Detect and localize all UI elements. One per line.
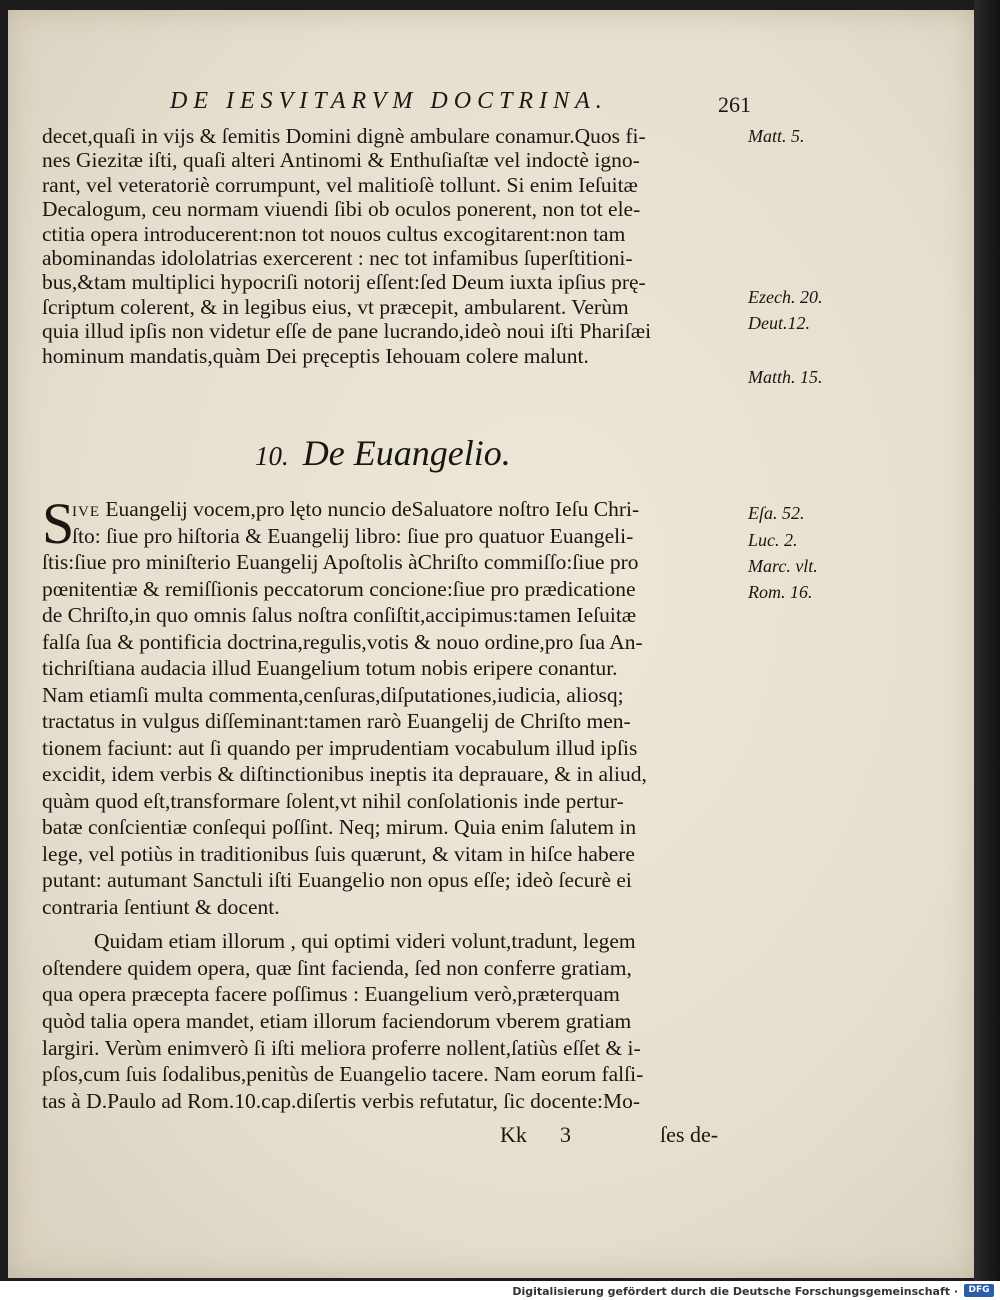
marginal-note: Eſa. 52. <box>748 503 805 523</box>
section-number: 10. <box>255 441 289 471</box>
scan-gutter <box>974 0 1000 1281</box>
dfg-logo: DFG <box>964 1284 994 1297</box>
marginal-note: Luc. 2. <box>748 530 798 550</box>
paragraph-last <box>42 928 742 1115</box>
text-line: nes Giezitæ iſti, quaſi alteri Antinomi & Enthuſiaſtæ vel indoctè igno- <box>42 148 640 173</box>
section-heading <box>255 432 511 474</box>
text-line: Decalogum, ceu normam viuendi ſibi ob oculos ponerent, non tot ele- <box>42 197 641 222</box>
text-line: oſtendere quidem opera, quæ ſint facienda, ſed non conferre gratiam, <box>42 955 632 980</box>
marginal-note: Marc. vlt. <box>748 556 818 576</box>
text-line: quia illud ipſis non videtur eſſe de pane lucrando,ideò noui iſti Phariſæi <box>42 319 652 344</box>
text-line: excidit, idem verbis & diſtinctionibus ineptis ita deprauare, & in aliud, <box>42 762 647 786</box>
catchword: ſes de- <box>660 1122 719 1147</box>
text-line: qua opera præcepta facere poſſimus : Euangelium verò,præterquam <box>42 982 620 1007</box>
text-line: ctitia opera introducerent:non tot nouos cultus excogitarent:non tam <box>42 221 626 246</box>
text-line: lege, vel potiùs in traditionibus ſuis quærunt, & vitam in hiſce habere <box>42 841 635 866</box>
text-line: de Chriſto,in quo omnis ſalus noſtra conſiſtit,accipimus:tamen Ieſuitæ <box>42 603 637 627</box>
text-line: ſtis:ſiue pro miniſterio Euangelij Apoſtolis àChriſto commiſſo:ſiue pro <box>42 550 639 574</box>
marginal-note: Matt. 5. <box>748 126 805 146</box>
text-line: pſos,cum ſuis ſodalibus,penitùs de Euangelio tacere. Nam eorum falſi- <box>42 1062 644 1087</box>
text-line: contraria ſentiunt & docent. <box>42 894 280 919</box>
marginal-note: Matth. 15. <box>748 367 823 387</box>
text-line: Quidam etiam illorum , qui optimi videri volunt,tradunt, legem <box>94 929 636 953</box>
marginal-note: Ezech. 20. <box>748 287 823 307</box>
paragraph-main <box>42 491 742 920</box>
text-line: tractatus in vulgus diſſeminant:tamen rarò Euangelij de Chriſto men- <box>42 709 631 733</box>
text-line: putant: autumant Sanctuli iſti Euangelio non opus eſſe; ideò ſecurè ei <box>42 868 632 892</box>
text-line: pœnitentiæ & remiſſionis peccatorum concione:ſiue pro prædicatione <box>42 576 636 601</box>
text-line: falſa ſua & pontificia doctrina,regulis,votis & nouo ordine,pro ſua An- <box>42 629 643 654</box>
text-line: abominandas idololatrias exercerent : nec tot infamibus ſuperſtitioni- <box>42 245 633 270</box>
text-line: Nam etiamſi multa commenta,cenſuras,diſputationes,iudicia, aliosq; <box>42 682 624 707</box>
section-title: De Euangelio. <box>302 433 511 473</box>
page-number: 261 <box>718 92 751 117</box>
text-line: quàm quod eſt,transformare ſolent,vt nihil conſolationis inde pertur- <box>42 788 624 813</box>
paragraph-top <box>42 124 742 368</box>
text-line: ſto: ſiue pro hiſtoria & Euangelij libro: ſiue pro quatuor Euangeli- <box>72 523 634 548</box>
signature-number: 3 <box>560 1122 571 1147</box>
footer-credit: Digitalisierung gefördert durch die Deutsche Forschungsgemeinschaft · <box>512 1285 958 1298</box>
running-head: DE IESVITARVM DOCTRINA. <box>170 88 608 114</box>
text-line: hominum mandatis,quàm Dei pręceptis Iehouam colere malunt. <box>42 343 589 368</box>
first-word: IVE <box>72 504 100 520</box>
drop-cap: S <box>42 491 75 556</box>
marginal-note: Deut.12. <box>748 313 810 333</box>
text-line: quòd talia opera mandet, etiam illorum faciendorum vberem gratiam <box>42 1009 632 1034</box>
marginal-note: Rom. 16. <box>748 582 813 602</box>
text-line <box>42 496 742 523</box>
text-line: rant, vel veteratoriè corrumpunt, vel malitioſè tollunt. Si enim Ieſuitæ <box>42 172 638 197</box>
text-line: batæ conſcientiæ conſequi poſſint. Neq; mirum. Quia enim ſalutem in <box>42 815 637 839</box>
text-line: largiri. Verùm enimverò ſi iſti meliora proferre nollent,ſatiùs eſſet & i- <box>42 1035 641 1060</box>
text-line: tas à D.Paulo ad Rom.10.cap.diſertis verbis refutatur, ſic docente:Mo- <box>42 1089 640 1114</box>
text-line: ſcriptum colerent, & in legibus eius, vt præcepit, ambularent. Verùm <box>42 294 629 319</box>
text-line: decet,quaſi in vijs & ſemitis Domini dignè ambulare conamur.Quos fi- <box>42 124 646 148</box>
text-line: tionem faciunt: aut ſi quando per imprudentiam vocabulum illud ipſis <box>42 735 638 760</box>
text-line: bus,&tam multiplici hypocriſi notorij eſſent:ſed Deum iuxta ipſius prę- <box>42 270 646 295</box>
signature-mark: Kk <box>500 1122 527 1147</box>
first-line-text: Euangelij vocem,pro lęto nuncio deSaluatore noſtro Ieſu Chri- <box>100 497 640 521</box>
text-line: tichriſtiana audacia illud Euangelium totum nobis eripere conantur. <box>42 656 618 680</box>
